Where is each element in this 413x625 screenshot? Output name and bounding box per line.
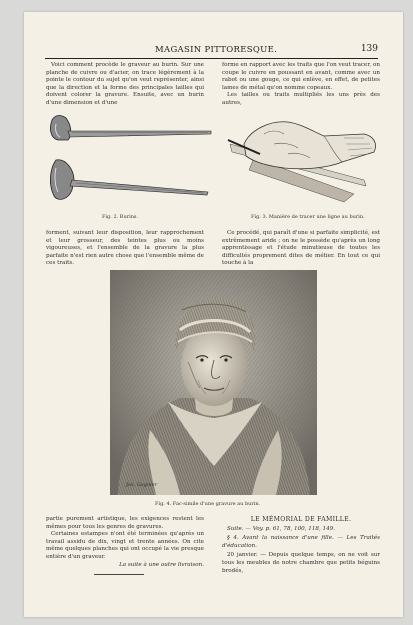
paragraph: Voici comment procède le graveur au burin. Sur une planche de cuivre ou d'acier, on trace légèrement à la pointe le contour du sujet qu'on veut représenter, ainsi que la direction et la forme des principales tailles qui doivent colorer la gravure. Ensuite, avec un burin d'une dimension et d'une	[46, 62, 204, 106]
paragraph: forme en rapport avec les traits que l'on veut tracer, on coupe le cuivre en poussant en avant, comme avec un rabot ou une gouge, ce qui enlève, en effet, de petites lames de métal qu'on nomme copeaux.	[222, 62, 380, 91]
magazine-title: MAGASIN PITTORESQUE.	[155, 45, 278, 55]
paragraph: 20 janvier. — Depuis quelque temps, on ne voit sur tous les meubles de notre chambre que petits béguins brodés,	[222, 552, 380, 574]
text-column-top-left	[46, 62, 204, 108]
section-divider	[94, 574, 144, 575]
burins-illustration	[46, 110, 214, 210]
section-title: LE MÉMORIAL DE FAMILLE.	[250, 516, 352, 523]
page-number: 139	[360, 44, 378, 54]
text-column-bottom-left	[46, 516, 204, 569]
figure-caption-2: Fig. 2. Burins.	[102, 214, 139, 220]
paragraph: forment, suivant leur disposition, leur rapprochement et leur grosseur, des teintes plus ou moins vigoureuses, et l'ensemble de la gravure la plus parfaite n'est rien autre chose que l'ensemble même de ces traits.	[46, 230, 204, 267]
figure-caption-4: Fig. 4. Fac-simile d'une gravure au burin.	[155, 501, 261, 507]
portrait-engraving	[110, 270, 317, 495]
text-column-middle-left	[46, 230, 204, 268]
paragraph: Certaines estampes n'ont été terminées qu'après un travail assidu de dix, vingt et trente années. On cite même quelques planches qui ont occupé la vie presque entière d'un graveur.	[46, 531, 204, 560]
hand-engraving-illustration	[224, 114, 384, 206]
paragraph: Les tailles ou traits multipliés les uns près des autres,	[222, 92, 380, 106]
text-column-top-right	[222, 62, 380, 108]
paragraph: Ce procédé, qui paraît d'une si parfaite simplicité, est extrêmement aride ; on ne le possède qu'après un long apprentissage et l'étude minutieuse de toutes les difficultés proprement dites de métier. En tout ce qui touche à la	[222, 230, 380, 267]
continuation-note: La suite à une autre livraison.	[119, 561, 204, 568]
svg-text:Jos. Gagnier: Jos. Gagnier	[126, 482, 158, 488]
text-column-bottom-right	[222, 516, 380, 575]
paragraph: partie purement artistique, les exigences restent les mêmes pour tous les genres de gravures.	[46, 516, 204, 530]
series-reference: Suite. — Voy. p. 61, 78, 100, 118, 149.	[227, 525, 335, 532]
subsection-heading: § 4. Avant la naissance d'une fille. — Les Traités d'éducation.	[222, 535, 380, 549]
text-column-middle-right	[222, 230, 380, 268]
newspaper-page	[24, 12, 403, 617]
figure-caption-3: Fig. 3. Manière de tracer une ligne au burin.	[251, 214, 365, 220]
page-header	[45, 44, 378, 59]
